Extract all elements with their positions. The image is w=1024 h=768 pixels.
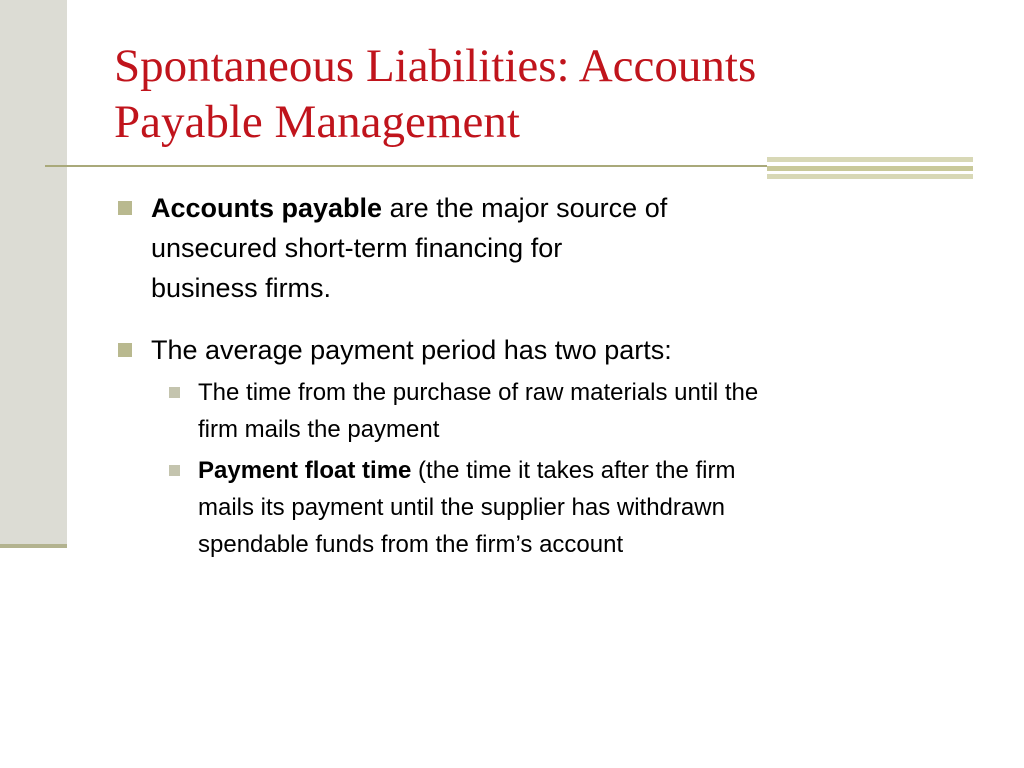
sub-bullet-line: firm mails the payment <box>198 416 440 443</box>
sub-bullet-line: mails its payment until the supplier has withdrawn <box>198 494 725 521</box>
bullet-line: unsecured short-term financing for <box>151 233 563 263</box>
sub-bullet-item-purchase-time <box>164 374 976 448</box>
sub-bullet-line <box>198 452 976 489</box>
bullet-item-average-payment-period <box>116 330 976 370</box>
divider-stripe <box>767 174 973 179</box>
slide-body <box>116 188 976 567</box>
divider-stripe <box>767 166 973 171</box>
title-divider-block <box>767 157 973 179</box>
bullet-line: business firms. <box>151 273 332 303</box>
bullet-item-accounts-payable <box>116 188 976 308</box>
square-bullet-icon <box>118 201 132 215</box>
slide-title <box>114 38 994 150</box>
title-divider-line <box>45 165 767 167</box>
bold-term: Accounts payable <box>151 193 383 223</box>
sub-bullet-line: spendable funds from the firm’s account <box>198 531 624 558</box>
title-line-2: Payable Management <box>114 96 520 148</box>
bold-term: Payment float time <box>198 457 412 484</box>
bullet-line: The average payment period has two parts: <box>151 335 672 365</box>
bullet-text: are the major source of <box>382 193 668 223</box>
sub-bullet-line: The time from the purchase of raw materials until the <box>198 379 759 406</box>
divider-stripe <box>767 157 973 162</box>
bullet-line <box>151 188 976 228</box>
sub-bullet-text: (the time it takes after the firm <box>411 457 736 484</box>
title-line-1: Spontaneous Liabilities: Accounts <box>114 40 757 92</box>
small-square-bullet-icon <box>169 465 180 476</box>
left-decorative-bar <box>0 0 67 547</box>
sub-bullet-item-payment-float-time <box>164 452 976 563</box>
left-bar-underline <box>0 544 67 548</box>
square-bullet-icon <box>118 343 132 357</box>
small-square-bullet-icon <box>169 387 180 398</box>
